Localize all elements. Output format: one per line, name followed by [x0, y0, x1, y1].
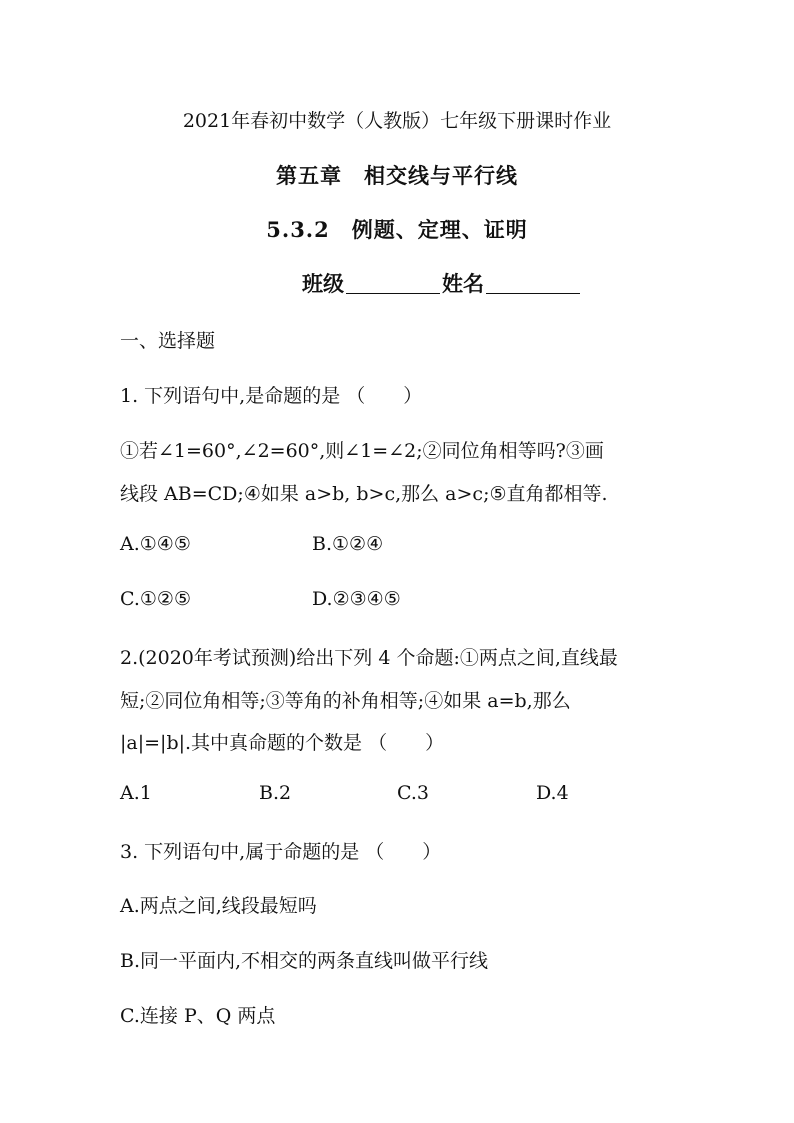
question-1-option-d: D.②③④⑤	[312, 588, 401, 610]
question-1-option-b: B.①②④	[312, 533, 384, 555]
question-1-body-line-1: ①若∠1=60°,∠2=60°,则∠1=∠2;②同位角相等吗?③画	[120, 440, 604, 462]
question-1-body-line-2: 线段 AB=CD;④如果 a>b, b>c,那么 a>c;⑤直角都相等.	[120, 483, 608, 505]
section-title: 5.3.2 例题、定理、证明	[266, 217, 528, 242]
question-2-option-c: C.3	[397, 782, 429, 804]
worksheet-title: 2021年春初中数学（人教版）七年级下册课时作业	[182, 110, 612, 132]
question-1-stem: 1. 下列语句中,是命题的是 （ ）	[120, 385, 423, 407]
question-2-stem-line-3: |a|=|b|.其中真命题的个数是 （ ）	[120, 732, 445, 754]
question-3-option-a: A.两点之间,线段最短吗	[120, 895, 317, 917]
question-2-option-a: A.1	[120, 782, 152, 804]
chapter-title: 第五章 相交线与平行线	[276, 163, 518, 188]
question-2-option-b: B.2	[259, 782, 292, 804]
question-2-stem-line-1: 2.(2020年考试预测)给出下列 4 个命题:①两点之间,直线最	[120, 647, 618, 669]
question-3-option-b: B.同一平面内,不相交的两条直线叫做平行线	[120, 950, 489, 972]
question-2-stem-line-2: 短;②同位角相等;③等角的补角相等;④如果 a=b,那么	[120, 690, 571, 712]
question-2-option-d: D.4	[536, 782, 569, 804]
question-3-stem: 3. 下列语句中,属于命题的是 （ ）	[120, 841, 442, 863]
name-label: 姓名	[442, 271, 484, 296]
class-blank[interactable]	[346, 273, 440, 294]
name-blank[interactable]	[486, 273, 580, 294]
class-name-line	[302, 268, 582, 298]
question-1-option-c: C.①②⑤	[120, 588, 191, 610]
class-label: 班级	[302, 271, 344, 296]
section-heading: 一、选择题	[120, 330, 216, 352]
question-3-option-c: C.连接 P、Q 两点	[120, 1005, 276, 1027]
question-1-option-a: A.①④⑤	[120, 533, 191, 555]
